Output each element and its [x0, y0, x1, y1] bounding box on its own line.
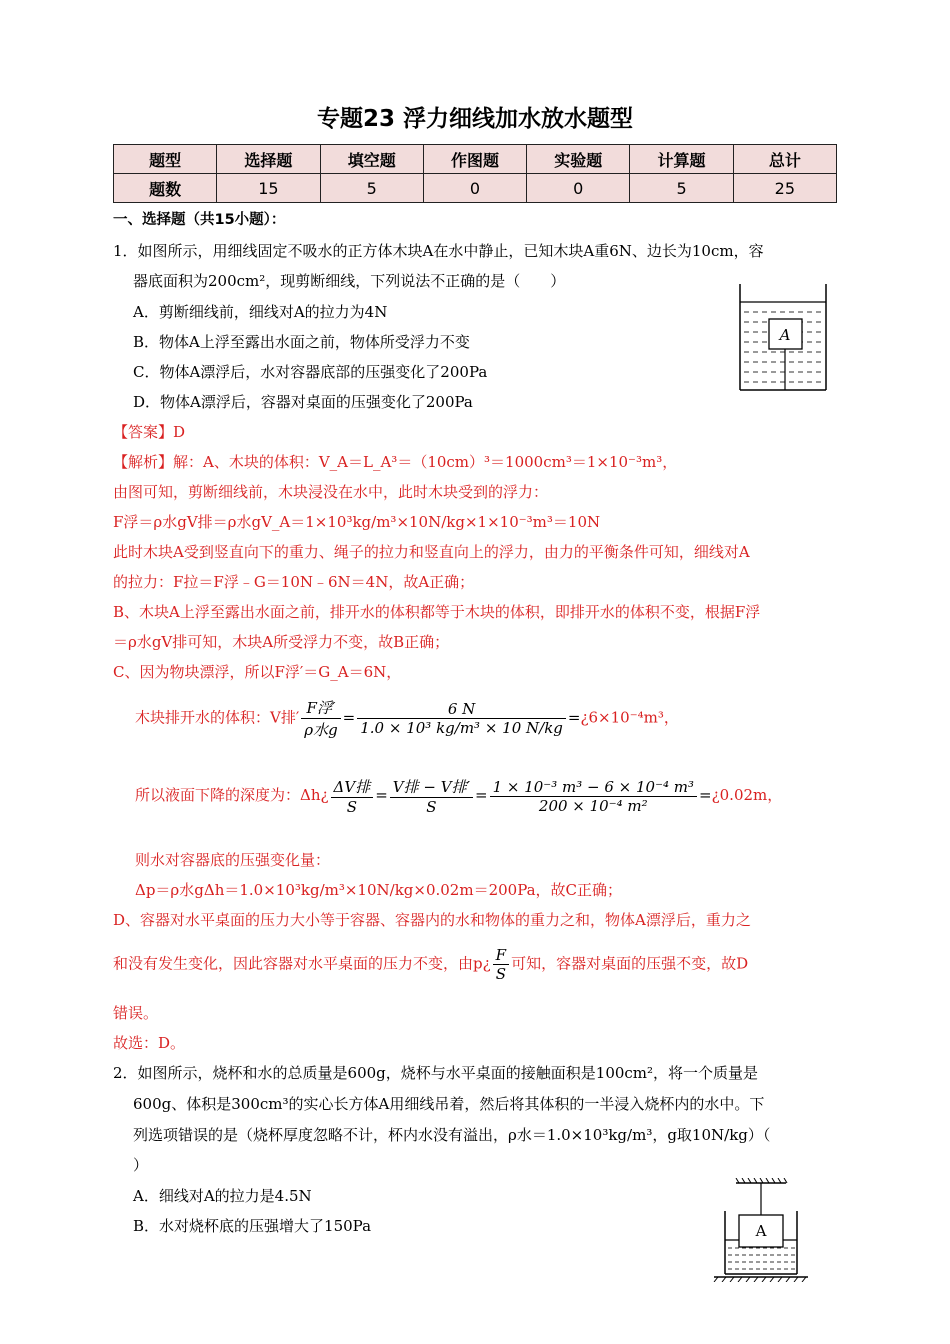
- fraction-denominator: S: [495, 965, 506, 983]
- answer-tag: 【答案】: [113, 423, 174, 441]
- block-a-label: A: [779, 326, 791, 344]
- q1-analysis-line13: D、容器对水平桌面的压力大小等于容器、容器内的水和物体的重力之和，物体A漂浮后，重力之: [113, 911, 751, 929]
- summary-data-row: [114, 174, 837, 203]
- q1-analysis-line12: Δp＝ρ水gΔh＝1.0×10³kg/m³×10N/kg×0.02m＝200Pa，故C正确；: [135, 881, 623, 899]
- q1-analysis-line8: C、因为物块漂浮，所以F浮′＝G_A＝6N，: [113, 663, 402, 681]
- fraction-numerator: F: [493, 946, 509, 965]
- table-cell: 题数: [114, 174, 217, 203]
- table-cell: 0: [527, 174, 630, 203]
- q1-analysis-line4: 此时木块A受到竖直向下的重力、绳子的拉力和竖直向上的浮力，由力的平衡条件可知，细线对A: [113, 543, 750, 561]
- fraction-denominator: S: [426, 798, 437, 816]
- fraction-denominator: 200 × 10⁻⁴ m²: [538, 796, 648, 815]
- fraction-numerator: ΔV排: [331, 776, 374, 798]
- q1-analysis-line16: 故选：D。: [113, 1034, 186, 1052]
- q1-analysis-line10: 所以液面下降的深度为：Δh¿ $\frac{\text{ΔV排}}{S}$ = $\frac{\text{V排 − V排′}}{S}$ = $\frac{\text{1 × 10⁻³ m³ − 6 × 10⁻⁴ m³}}{\text{200 × 10⁻⁴ m²}}$ =¿0.02m，: [135, 777, 783, 816]
- q1-analysis-line11: 则水对容器底的压强变化量：: [135, 851, 331, 869]
- q2-stem-line3: 列选项错误的是（烧杯厚度忽略不计，杯内水没有溢出，ρ水＝1.0×10³kg/m³，g取10N/kg）（: [133, 1126, 771, 1144]
- table-cell: 5: [630, 174, 733, 203]
- q1-analysis-line3: F浮＝ρ水gV排＝ρ水gV_A＝1×10³kg/m³×10N/kg×1×10⁻³m³＝10N: [113, 513, 601, 531]
- table-header-cell: 总计: [733, 145, 836, 174]
- analysis-tag: 【解析】: [113, 453, 174, 471]
- q1-analysis-line14: [113, 946, 748, 983]
- q1-container-figure: [738, 282, 830, 394]
- q1-analysis-line1: [113, 451, 677, 472]
- q1-stem-line1: 1．如图所示，用细线固定不吸水的正方体木块A在水中静止，已知木块A重6N、边长为10cm，容: [113, 242, 764, 260]
- block-a-label: A: [755, 1222, 767, 1240]
- fraction-numerator: 6 N: [357, 700, 566, 719]
- q1-analysis-line6: B、木块A上浮至露出水面之前，排开水的体积都等于木块的体积，即排开水的体积不变，根据F浮: [113, 603, 761, 621]
- table-header-cell: 作图题: [423, 145, 526, 174]
- q1-analysis-line15: 错误。: [113, 1004, 159, 1022]
- q1-analysis-line2: 由图可知，剪断细线前，木块浸没在水中，此时木块受到的浮力：: [113, 483, 549, 501]
- table-cell: 5: [320, 174, 423, 203]
- q2-beaker-figure: [712, 1178, 810, 1282]
- q2-stem-line4: ）: [133, 1156, 149, 1174]
- fraction-delta-v: [331, 776, 374, 816]
- q1-stem-line2: 器底面积为200cm²，现剪断细线，下列说法不正确的是（ ）: [133, 272, 566, 290]
- fraction-buoyancy: [301, 697, 340, 740]
- analysis-text: 解：A、木块的体积：V_A＝L_A³＝（10cm）³＝1000cm³＝1×10⁻³m³，: [173, 453, 678, 471]
- q2-option-b: B．水对烧杯底的压强增大了150Pa: [133, 1217, 372, 1235]
- fraction-volume-diff: [390, 776, 473, 816]
- pressure-suffix: 可知，容器对桌面的压强不变，故D: [511, 954, 749, 973]
- table-cell: 0: [423, 174, 526, 203]
- q2-option-a: A．细线对A的拉力是4.5N: [133, 1187, 312, 1205]
- table-header-cell: 计算题: [630, 145, 733, 174]
- table-header-cell: 题型: [114, 145, 217, 174]
- page-title: 专题23 浮力细线加水放水题型: [316, 106, 633, 132]
- table-cell: 25: [733, 174, 836, 203]
- volume-prefix: 木块排开水的体积：V排′: [135, 708, 300, 727]
- answer-value: D: [173, 423, 186, 441]
- q1-option-a: A．剪断细线前，细线对A的拉力为4N: [133, 303, 388, 321]
- section-title: 一、选择题（共15小题）：: [113, 212, 286, 228]
- fraction-values: [357, 700, 566, 737]
- depth-prefix: 所以液面下降的深度为：Δh¿: [135, 786, 329, 804]
- fraction-numeric: [490, 778, 697, 815]
- fraction-denominator: 1.0 × 10³ kg/m³ × 10 N/kg: [360, 719, 563, 737]
- fraction-denominator: ρ水g: [304, 721, 338, 739]
- q1-analysis-line7: ＝ρ水gV排可知，木块A所受浮力不变，故B正确；: [113, 633, 450, 651]
- table-header-cell: 填空题: [320, 145, 423, 174]
- fraction-denominator: S: [346, 798, 358, 816]
- q1-option-b: B．物体A上浮至露出水面之前，物体所受浮力不变: [133, 333, 470, 351]
- fraction-numerator: F浮′: [301, 697, 340, 719]
- depth-result: ¿0.02m，: [711, 786, 783, 804]
- table-header-cell: 选择题: [217, 145, 320, 174]
- q2-stem-line1: 2．如图所示，烧杯和水的总质量是600g，烧杯与水平桌面的接触面积是100cm²，将一个质量是: [113, 1064, 759, 1082]
- q1-analysis-line5: 的拉力：F拉＝F浮﹣G＝10N﹣6N＝4N，故A正确；: [113, 573, 475, 591]
- q1-option-d: D．物体A漂浮后，容器对桌面的压强变化了200Pa: [133, 393, 473, 411]
- summary-table: [113, 144, 837, 203]
- pressure-prefix: 和没有发生变化，因此容器对水平桌面的压力不变，由p¿: [113, 954, 491, 973]
- fraction-numerator: V排 − V排′: [390, 776, 473, 798]
- q1-analysis-line9: 木块排开水的体积：V排′ $\frac{\text{F浮′}}{\text{ρ水g}}$ = $\frac{6 N}{\text{1.0 × 10³ kg/m³ × 10 N/kg}}$ =¿6×10⁻⁴m³，: [135, 699, 679, 739]
- table-header-cell: 实验题: [527, 145, 630, 174]
- q1-option-c: C．物体A漂浮后，水对容器底部的压强变化了200Pa: [133, 363, 488, 381]
- volume-result: ¿6×10⁻⁴m³，: [580, 708, 679, 727]
- fraction-pressure: [493, 946, 509, 983]
- q2-stem-line2: 600g、体积是300cm³的实心长方体A用细线吊着，然后将其体积的一半浸入烧杯内的水中。下: [133, 1095, 765, 1113]
- table-cell: 15: [217, 174, 320, 203]
- summary-header-row: [114, 145, 837, 174]
- fraction-numerator: 1 × 10⁻³ m³ − 6 × 10⁻⁴ m³: [490, 778, 697, 797]
- q1-answer: [113, 421, 185, 442]
